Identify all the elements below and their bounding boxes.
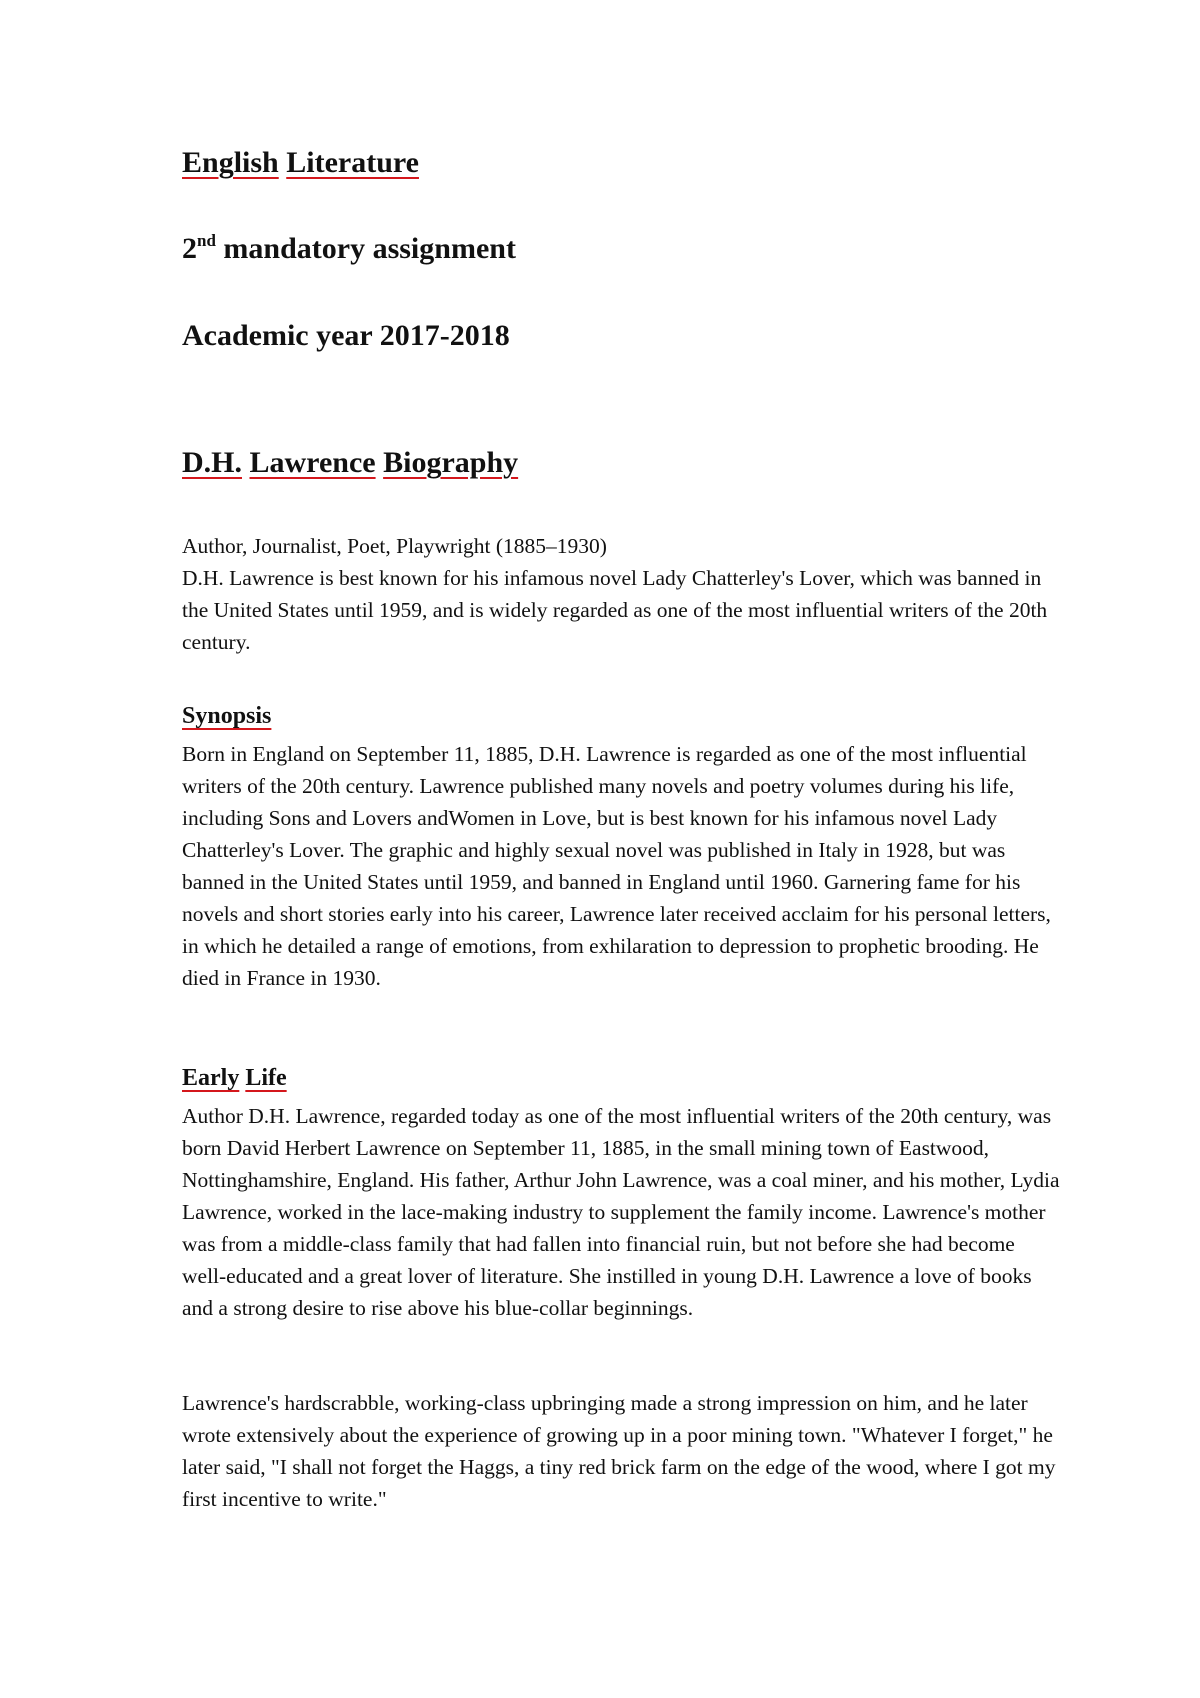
biography-title (182, 445, 518, 481)
assignment-label: mandatory assignment (215, 232, 516, 265)
synopsis-heading (182, 701, 271, 731)
academic-year: Academic year 2017-2018 (182, 319, 510, 352)
synopsis-heading-text: Synopsis (182, 703, 272, 729)
intro-roles: Author, Journalist, Poet, Playwright (1885–1930) (182, 534, 607, 558)
early-life-heading-word: Life (245, 1065, 287, 1091)
early-life-paragraph: Author D.H. Lawrence, regarded today as one of the most influential writers of the 20th century, was born David Herbert Lawrence on September 11, 1885, in the small mining town of Eastwood, Nottinghamshire, England. His father, Arthur John Lawrence, was a coal miner, and his mother, Lydia Lawrence, worked in the lace-making industry to supplement the family income. Lawrence's mother was from a middle-class family that had fallen into financial ruin, but not before she had become well-educated and a great lover of literature. She instilled in young D.H. Lawrence a love of books and a strong desire to rise above his blue-collar beginnings. (182, 1104, 1060, 1320)
biography-title-word: Biography (383, 446, 519, 479)
course-title-word: Literature (286, 146, 419, 179)
course-title (182, 145, 419, 181)
assignment-title (182, 231, 516, 267)
biography-title-word: Lawrence (249, 446, 376, 479)
synopsis-paragraph: Born in England on September 11, 1885, D.H. Lawrence is regarded as one of the most influential writers of the 20th century. Lawrence published many novels and poetry volumes during his life, including Sons and Lovers andWomen in Love, but is best known for his infamous novel Lady Chatterley's Lover. The graphic and highly sexual novel was published in Italy in 1928, but was banned in the United States until 1959, and banned in England until 1960. Garnering fame for his novels and short stories early into his career, Lawrence later received acclaim for his personal letters, in which he detailed a range of emotions, from exhilaration to depression to prophetic brooding. He died in France in 1930. (182, 742, 1051, 990)
early-life-heading (182, 1063, 287, 1093)
intro-summary: D.H. Lawrence is best known for his infamous novel Lady Chatterley's Lover, which was banned in the United States until 1959, and is widely regarded as one of the most influential writers of the 20th century. (182, 566, 1048, 654)
course-title-word: English (182, 146, 279, 179)
assignment-number: 2 (182, 232, 197, 265)
ordinal-suffix: nd (197, 231, 216, 250)
early-life-heading-word: Early (182, 1065, 240, 1091)
biography-title-word: D.H. (182, 446, 242, 479)
early-life-paragraph: Lawrence's hardscrabble, working-class upbringing made a strong impression on him, and he later wrote extensively about the experience of growing up in a poor mining town. "Whatever I forget," he later said, "I shall not forget the Haggs, a tiny red brick farm on the edge of the wood, where I got my first incentive to write." (182, 1391, 1056, 1511)
